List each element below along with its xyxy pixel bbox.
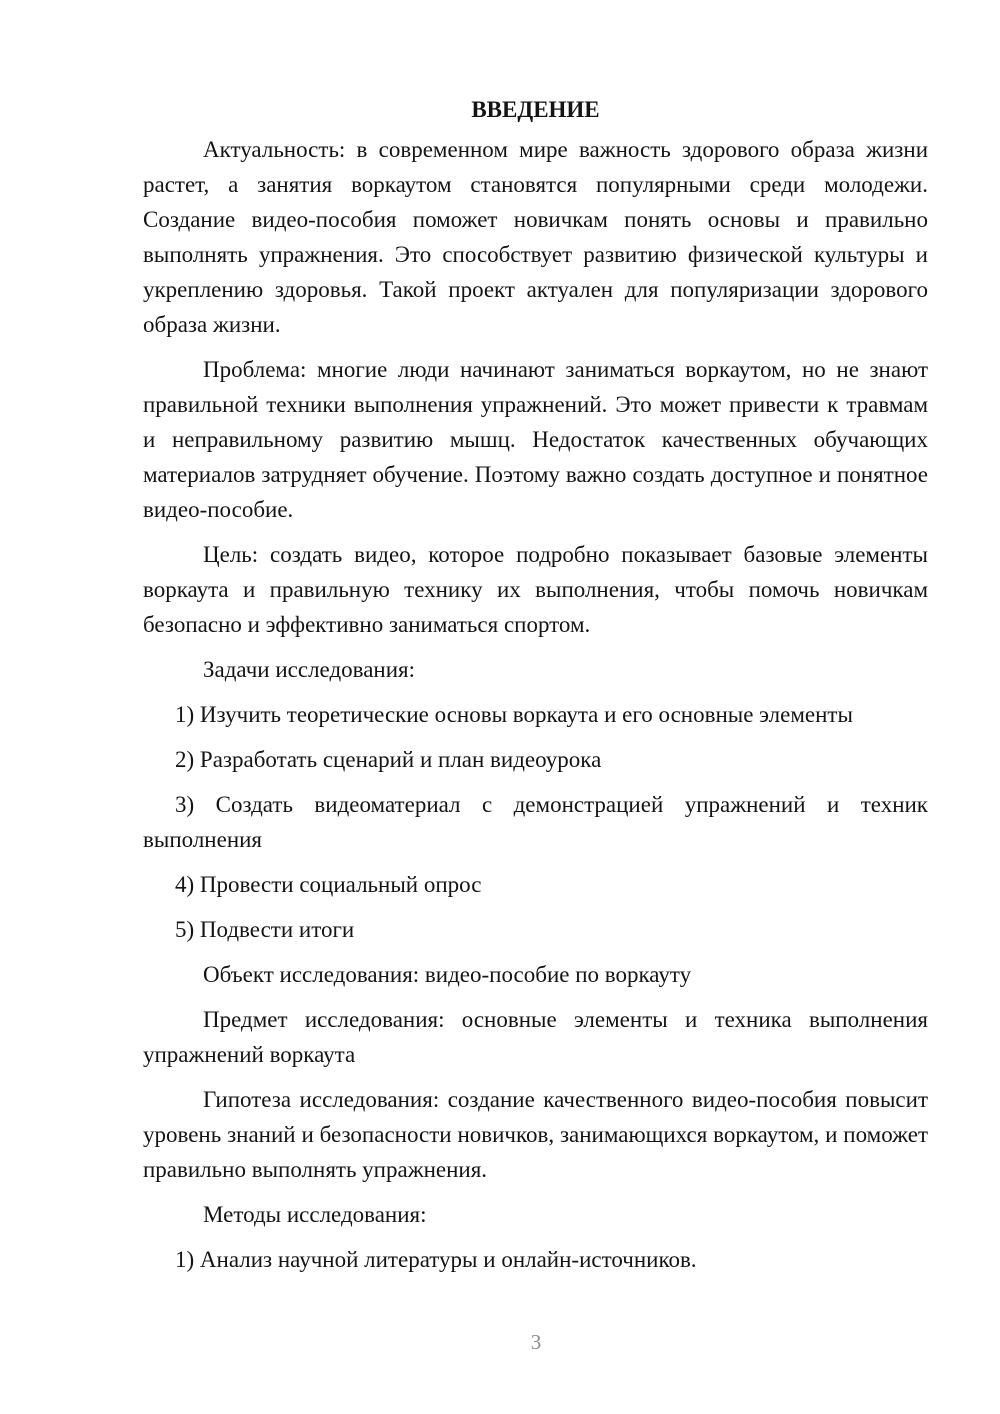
methods-title: Методы исследования: [203,1202,427,1227]
goal-paragraph: Цель: создать видео, которое подробно показывает базовые элементы воркаута и правильную технику их выполнения, чтобы помочь новичкам безопасно и эффективно заниматься спортом. [143,542,928,637]
task-item-4: 4) Провести социальный опрос [175,872,482,897]
task-item-5: 5) Подвести итоги [175,917,355,942]
object-paragraph: Объект исследования: видео-пособие по воркауту [203,962,692,987]
task-item-2: 2) Разработать сценарий и план видеоурока [175,747,602,772]
subject-paragraph: Предмет исследования: основные элементы и техника выполнения упражнений воркаута [143,1007,928,1067]
problem-paragraph: Проблема: многие люди начинают заниматься воркаутом, но не знают правильной техники выполнения упражнений. Это может привести к травмам и неправильному развитию мышц. Недостаток качественных обучающих материалов затрудняет обучение. Поэтому важно создать доступное и понятное видео-пособие. [143,357,928,522]
page-number: 3 [530,1330,542,1354]
page-content [143,92,928,1287]
task-item-1: 1) Изучить теоретические основы воркаута и его основные элементы [175,702,853,727]
section-heading: ВВЕДЕНИЕ [471,97,600,122]
hypothesis-paragraph: Гипотеза исследования: создание качественного видео-пособия повысит уровень знаний и безопасности новичков, занимающихся воркаутом, и поможет правильно выполнять упражнения. [143,1087,928,1182]
task-item-3: 3) Создать видеоматериал с демонстрацией упражнений и техник выполнения [143,792,928,852]
tasks-title: Задачи исследования: [203,657,416,682]
relevance-paragraph: Актуальность: в современном мире важность здорового образа жизни растет, а занятия воркаутом становятся популярными среди молодежи. Создание видео-пособия поможет новичкам понять основы и правильно выполнять упражнения. Это способствует развитию физической культуры и укреплению здоровья. Такой проект актуален для популяризации здорового образа жизни. [143,137,928,337]
method-item-1: 1) Анализ научной литературы и онлайн-источников. [175,1247,697,1272]
